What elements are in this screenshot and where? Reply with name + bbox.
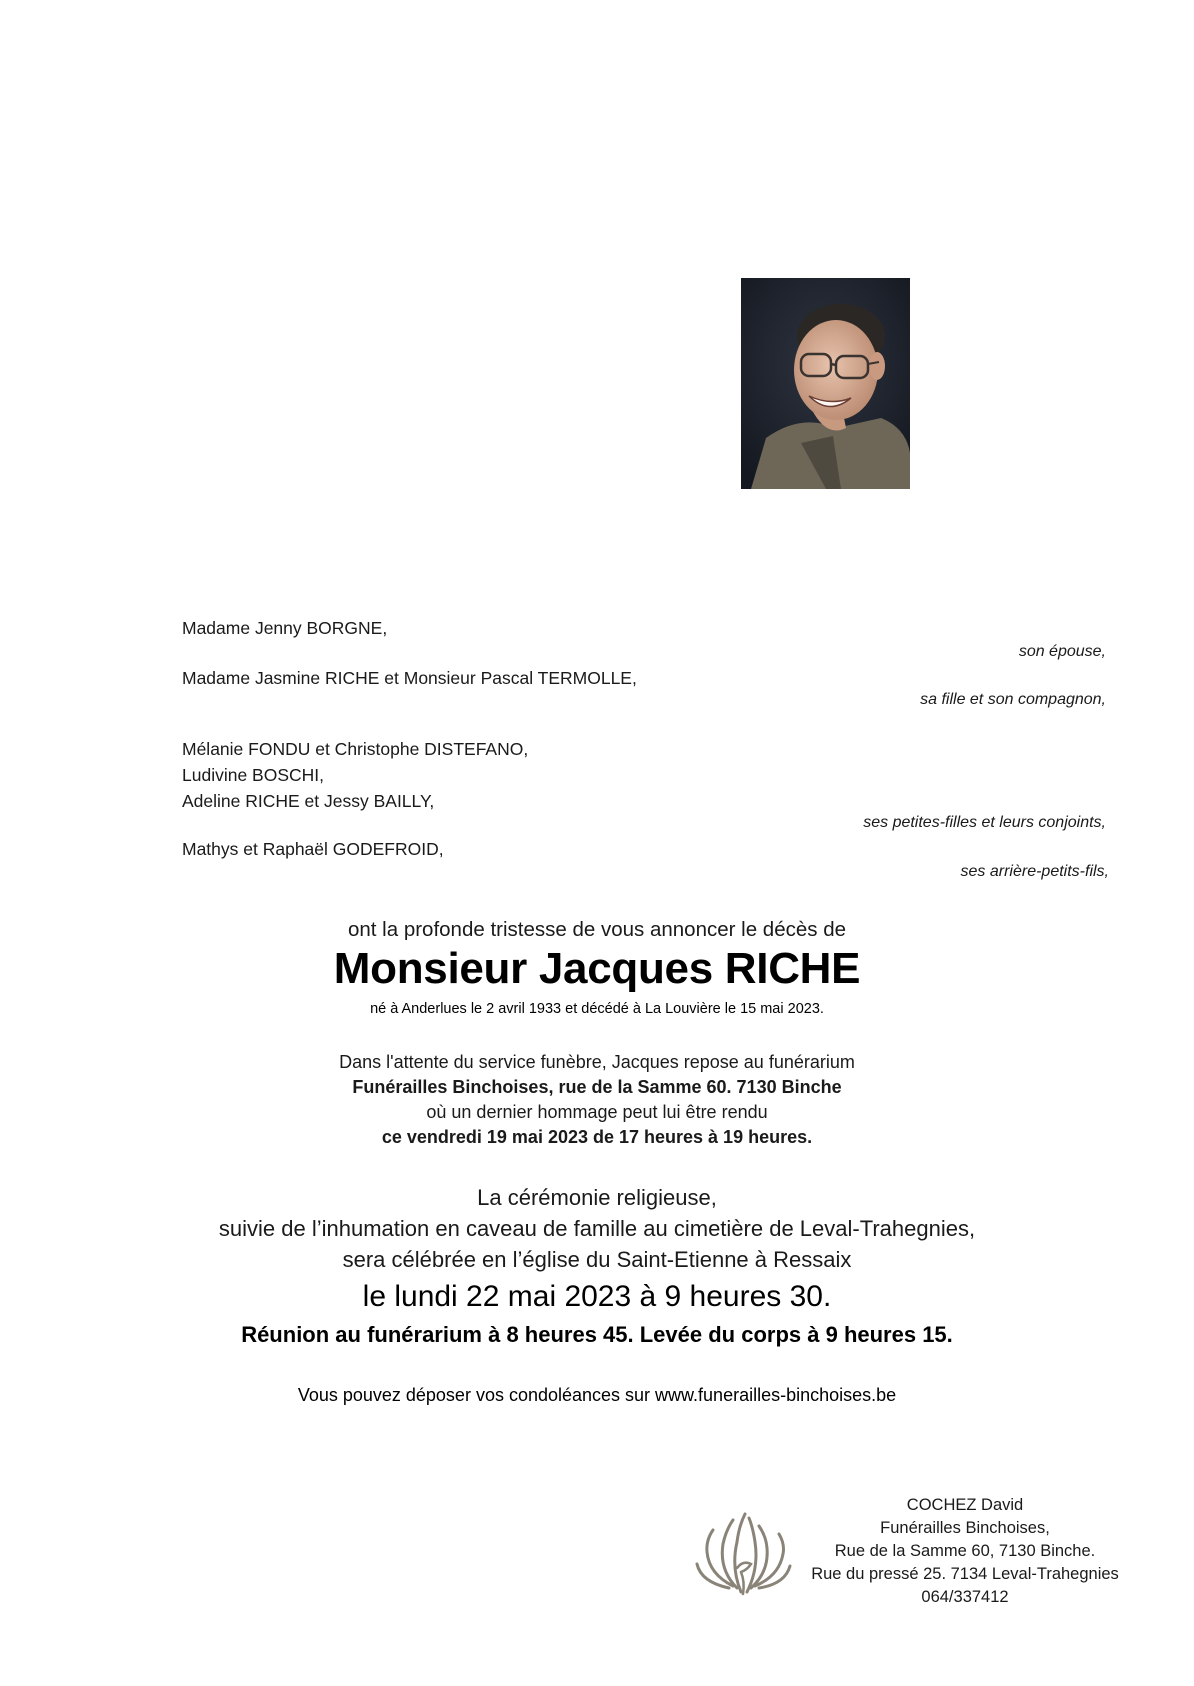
ceremony-line-3: sera célébrée en l’église du Saint-Etienne à Ressaix [342,1247,852,1272]
deceased-portrait-photo [741,278,910,489]
funerarium-address: Funérailles Binchoises, rue de la Samme 60. 7130 Binche [352,1077,842,1097]
ceremony-line-1: La cérémonie religieuse, [477,1185,717,1210]
funerarium-line-1: Dans l'attente du service funèbre, Jacques repose au funérarium [339,1052,855,1072]
role-granddaughters: ses petites-filles et leurs conjoints, [863,814,1106,831]
family-member-spouse: Madame Jenny BORGNE, [182,618,388,638]
role-spouse: son épouse, [1018,643,1106,660]
family-member-daughter: Madame Jasmine RICHE et Monsieur Pascal TERMOLLE, [182,668,637,688]
role-daughter: sa fille et son compagnon, [920,691,1106,708]
family-member-granddaughter-2: Ludivine BOSCHI, [182,765,325,785]
contact-address-1: Rue de la Samme 60, 7130 Binche. [834,1542,1096,1560]
contact-name: COCHEZ David [906,1496,1024,1514]
announcement-text: ont la profonde tristesse de vous annoncer le décès de [347,918,847,941]
ceremony-line-2: suivie de l’inhumation en caveau de famille au cimetière de Leval-Trahegnies, [218,1216,976,1241]
funerarium-visiting-hours: ce vendredi 19 mai 2023 de 17 heures à 19 heures. [381,1127,813,1147]
ceremony-date: le lundi 22 mai 2023 à 9 heures 30. [362,1280,832,1313]
contact-address-2: Rue du pressé 25. 7134 Leval-Trahegnies [811,1565,1119,1583]
ceremony-meeting-times: Réunion au funérarium à 8 heures 45. Levée du corps à 9 heures 15. [241,1322,953,1347]
birth-death-dates: né à Anderlues le 2 avril 1933 et décédé à La Louvière le 15 mai 2023. [370,1001,824,1017]
funerarium-line-3: où un dernier hommage peut lui être rendu [426,1102,768,1122]
funeral-director-contact [805,1494,1125,1609]
family-member-granddaughter-1: Mélanie FONDU et Christophe DISTEFANO, [182,739,529,759]
phoenix-logo-icon [693,1508,793,1600]
contact-company: Funérailles Binchoises, [880,1519,1050,1537]
condolences-text: Vous pouvez déposer vos condoléances sur www.funerailles-binchoises.be [297,1385,897,1405]
deceased-name: Monsieur Jacques RICHE [333,944,861,993]
contact-phone: 064/337412 [921,1588,1009,1606]
role-great-grandsons: ses arrière-petits-fils, [960,863,1109,880]
family-member-granddaughter-3: Adeline RICHE et Jessy BAILLY, [182,791,435,811]
family-member-great-grandsons: Mathys et Raphaël GODEFROID, [182,839,444,859]
